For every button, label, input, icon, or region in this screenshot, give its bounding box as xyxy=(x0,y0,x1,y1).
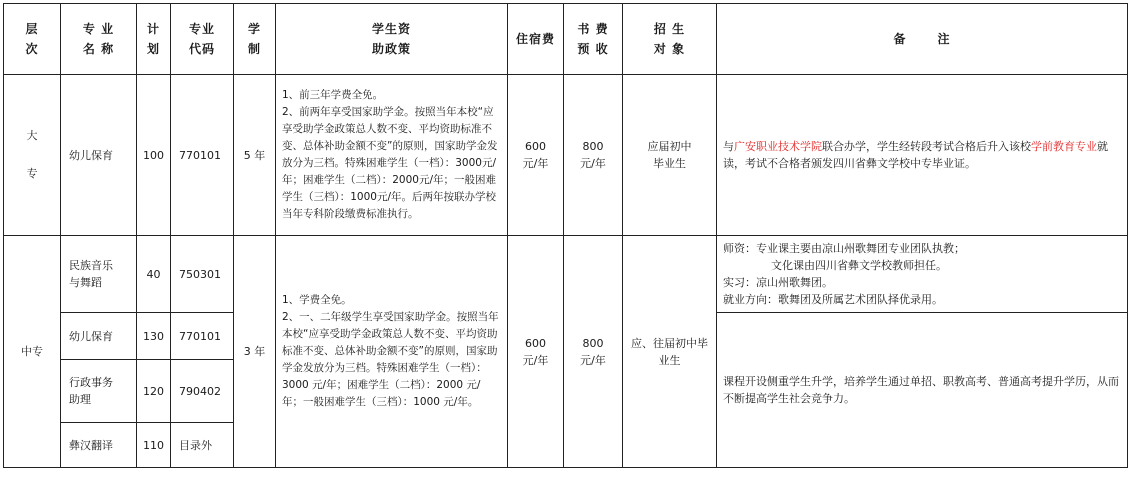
header-notes: 备 注 xyxy=(717,4,1128,75)
dazhuan-plan: 100 xyxy=(137,75,171,236)
zhongzhuan-plan: 120 xyxy=(137,360,171,423)
zhongzhuan-code: 750301 xyxy=(171,236,234,313)
zhongzhuan-target: 应、往届初中毕 业生 xyxy=(623,236,717,468)
zhongzhuan-aid-policy: 1、学费全免。 2、一、二年级学生享受国家助学金。按照当年本校“应享受助学金政策总人数不变、平均资助标准不变、总体补助金额不变”的原则，国家助学金发放分为三档。特殊困难学生（一档）：3000 元/年；困难学生（二档）：2000 元/年；一般困难学生（三档）：1000 元/年。 xyxy=(276,236,508,468)
header-level: 层 次 xyxy=(4,4,61,75)
note-text: 联合办学，学生经转段考试合格后升入该校 xyxy=(822,140,1031,153)
dazhuan-duration: 5 年 xyxy=(234,75,276,236)
note-line: 师资：专业课主要由凉山州歌舞团专业团队执教； xyxy=(723,242,965,255)
zhongzhuan-code: 目录外 xyxy=(171,423,234,468)
header-plan: 计 划 xyxy=(137,4,171,75)
zhongzhuan-note-general: 课程开设侧重学生升学，培养学生通过单招、职教高考、普通高考提升学历，从而不断提高学生社会竞争力。 xyxy=(717,313,1128,468)
zhongzhuan-plan: 110 xyxy=(137,423,171,468)
dazhuan-book-fee: 800 元/年 xyxy=(564,75,623,236)
zhongzhuan-code: 790402 xyxy=(171,360,234,423)
enrollment-table xyxy=(3,3,1128,468)
zhongzhuan-major: 彝汉翻译 xyxy=(61,423,137,468)
dazhuan-code: 770101 xyxy=(171,75,234,236)
header-duration: 学 制 xyxy=(234,4,276,75)
dazhuan-aid-policy: 1、前三年学费全免。 2、前两年享受国家助学金。按照当年本校“应享受助学金政策总人数不变、平均资助标准不变、总体补助金额不变”的原则，国家助学金发放分为三档。特殊困难学生（一档）：3000元/年；困难学生（二档）：2000元/年；一般困难学生（三档）：1000元/年。后两年按联办学校当年专科阶段缴费标准执行。 xyxy=(276,75,508,236)
header-row xyxy=(4,4,1128,75)
zhongzhuan-major: 民族音乐 与舞蹈 xyxy=(61,236,137,313)
zhongzhuan-level: 中专 xyxy=(4,236,61,468)
dazhuan-note xyxy=(717,75,1128,236)
note-line: 实习：凉山州歌舞团。 xyxy=(723,276,833,289)
header-major: 专 业 名 称 xyxy=(61,4,137,75)
header-dorm-fee: 住宿费 xyxy=(508,4,564,75)
partner-college-name: 广安职业技术学院 xyxy=(734,140,822,153)
zhongzhuan-duration: 3 年 xyxy=(234,236,276,468)
header-code: 专业 代码 xyxy=(171,4,234,75)
dazhuan-major: 幼儿保育 xyxy=(61,75,137,236)
zhongzhuan-major: 行政事务 助理 xyxy=(61,360,137,423)
dazhuan-level: 大 专 xyxy=(4,75,61,236)
zhongzhuan-plan: 40 xyxy=(137,236,171,313)
header-aid-policy: 学生资 助政策 xyxy=(276,4,508,75)
zhongzhuan-dorm-fee: 600 元/年 xyxy=(508,236,564,468)
note-line: 就业方向：歌舞团及所属艺术团队择优录用。 xyxy=(723,293,943,306)
zhongzhuan-plan: 130 xyxy=(137,313,171,360)
note-text: 就读，考试不合格者颁发四川省彝文学校中专毕业证。 xyxy=(723,140,1108,170)
note-text: 与 xyxy=(723,140,734,153)
dazhuan-target: 应届初中 毕业生 xyxy=(623,75,717,236)
note-line: 文化课由四川省彝文学校教师担任。 xyxy=(771,259,947,272)
zhongzhuan-code: 770101 xyxy=(171,313,234,360)
header-book-fee: 书 费 预 收 xyxy=(564,4,623,75)
major-name-highlight: 学前教育专业 xyxy=(1031,140,1097,153)
dazhuan-row xyxy=(4,75,1128,236)
zhongzhuan-note-music xyxy=(717,236,1128,313)
zhongzhuan-row-1 xyxy=(4,236,1128,313)
zhongzhuan-major: 幼儿保育 xyxy=(61,313,137,360)
zhongzhuan-book-fee: 800 元/年 xyxy=(564,236,623,468)
header-target: 招 生 对 象 xyxy=(623,4,717,75)
dazhuan-dorm-fee: 600 元/年 xyxy=(508,75,564,236)
